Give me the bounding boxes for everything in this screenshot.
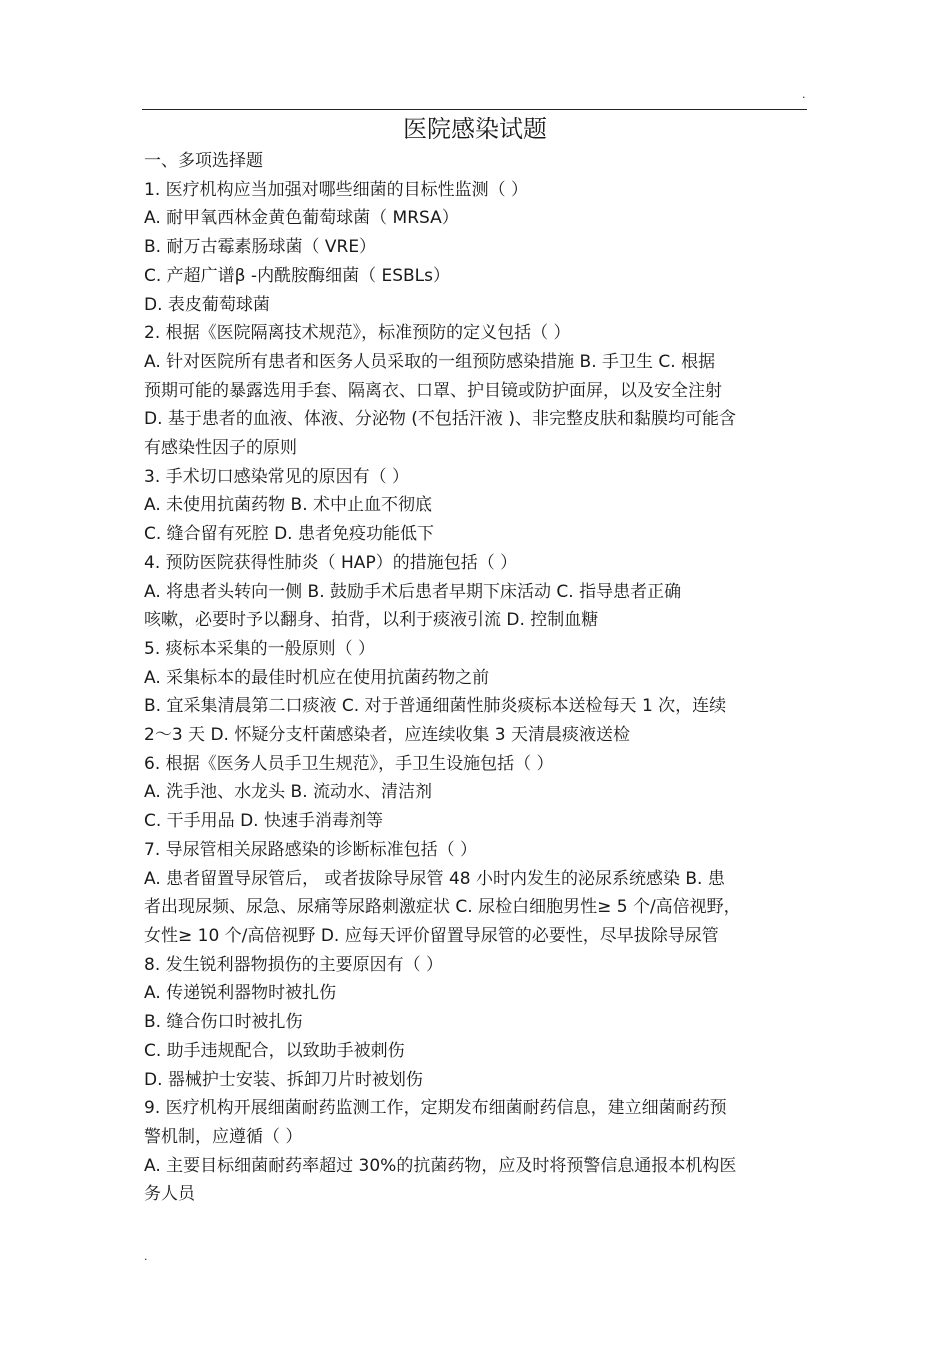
- text-line: C. 产超广谱β -内酰胺酶细菌（ ESBLs）: [144, 265, 450, 286]
- text-line: D. 表皮葡萄球菌: [144, 294, 270, 315]
- text-line: 务人员: [144, 1184, 195, 1205]
- text-line: B. 耐万古霉素肠球菌（ VRE）: [144, 237, 377, 258]
- question-body: [144, 147, 806, 1209]
- text-line: A. 采集标本的最佳时机应在使用抗菌药物之前: [144, 667, 490, 688]
- text-line: D. 基于患者的血液、体液、分泌物 (不包括汗液 )、非完整皮肤和黏膜均可能含: [144, 409, 736, 430]
- text-line: 有感染性因子的原则: [144, 438, 297, 459]
- page-title: 医院感染试题: [403, 115, 547, 143]
- text-line: A. 未使用抗菌药物 B. 术中止血不彻底: [144, 495, 433, 516]
- text-line: 9. 医疗机构开展细菌耐药监测工作，定期发布细菌耐药信息，建立细菌耐药预: [144, 1098, 727, 1119]
- text-line: A. 主要目标细菌耐药率超过 30%的抗菌药物，应及时将预警信息通报本机构医: [144, 1155, 737, 1176]
- text-line: 预期可能的暴露选用手套、隔离衣、口罩、护目镜或防护面屏，以及安全注射: [144, 380, 722, 401]
- footer-mark: .: [144, 1250, 148, 1263]
- header-rule: [142, 109, 807, 110]
- text-line: 2～3 天 D. 怀疑分支杆菌感染者，应连续收集 3 天清晨痰液送检: [144, 725, 630, 746]
- text-line: A. 耐甲氧西林金黄色葡萄球菌（ MRSA）: [144, 208, 459, 229]
- text-line: C. 助手违规配合，以致助手被刺伤: [144, 1040, 405, 1061]
- text-line: B. 宜采集清晨第二口痰液 C. 对于普通细菌性肺炎痰标本送检每天 1 次，连续: [144, 696, 727, 717]
- text-line: 4. 预防医院获得性肺炎（ HAP）的措施包括（ ）: [144, 552, 518, 573]
- text-line: 5. 痰标本采集的一般原则（ ）: [144, 638, 376, 659]
- header-mark: .: [802, 88, 806, 101]
- text-line: 7. 导尿管相关尿路感染的诊断标准包括（ ）: [144, 839, 478, 860]
- text-line: 3. 手术切口感染常见的原因有（ ）: [144, 466, 410, 487]
- text-line: D. 器械护士安装、拆卸刀片时被划伤: [144, 1069, 423, 1090]
- text-line: 1. 医疗机构应当加强对哪些细菌的目标性监测（ ）: [144, 179, 529, 200]
- text-line: 咳嗽，必要时予以翻身、拍背，以利于痰液引流 D. 控制血糖: [144, 610, 599, 631]
- text-line: A. 患者留置导尿管后， 或者拔除导尿管 48 小时内发生的泌尿系统感染 B. 患: [144, 868, 725, 889]
- text-line: 警机制，应遵循（ ）: [144, 1126, 303, 1147]
- text-line: C. 缝合留有死腔 D. 患者免疫功能低下: [144, 524, 434, 545]
- text-line: 6. 根据《医务人员手卫生规范》，手卫生设施包括（ ）: [144, 753, 554, 774]
- text-line: A. 针对医院所有患者和医务人员采取的一组预防感染措施 B. 手卫生 C. 根据: [144, 351, 716, 372]
- text-line: 8. 发生锐利器物损伤的主要原因有（ ）: [144, 954, 444, 975]
- text-line: 一、多项选择题: [144, 151, 263, 171]
- text-line: A. 洗手池、水龙头 B. 流动水、清洁剂: [144, 782, 433, 803]
- text-line: B. 缝合伤口时被扎伤: [144, 1012, 303, 1033]
- text-line: 者出现尿频、尿急、尿痛等尿路刺激症状 C. 尿检白细胞男性≥ 5 个/高倍视野，: [144, 897, 741, 918]
- text-line: 2. 根据《医院隔离技术规范》，标准预防的定义包括（ ）: [144, 323, 571, 344]
- text-line: A. 传递锐利器物时被扎伤: [144, 983, 337, 1004]
- text-line: A. 将患者头转向一侧 B. 鼓励手术后患者早期下床活动 C. 指导患者正确: [144, 581, 682, 602]
- text-line: C. 干手用品 D. 快速手消毒剂等: [144, 811, 383, 832]
- text-line: 女性≥ 10 个/高倍视野 D. 应每天评价留置导尿管的必要性，尽早拔除导尿管: [144, 925, 719, 946]
